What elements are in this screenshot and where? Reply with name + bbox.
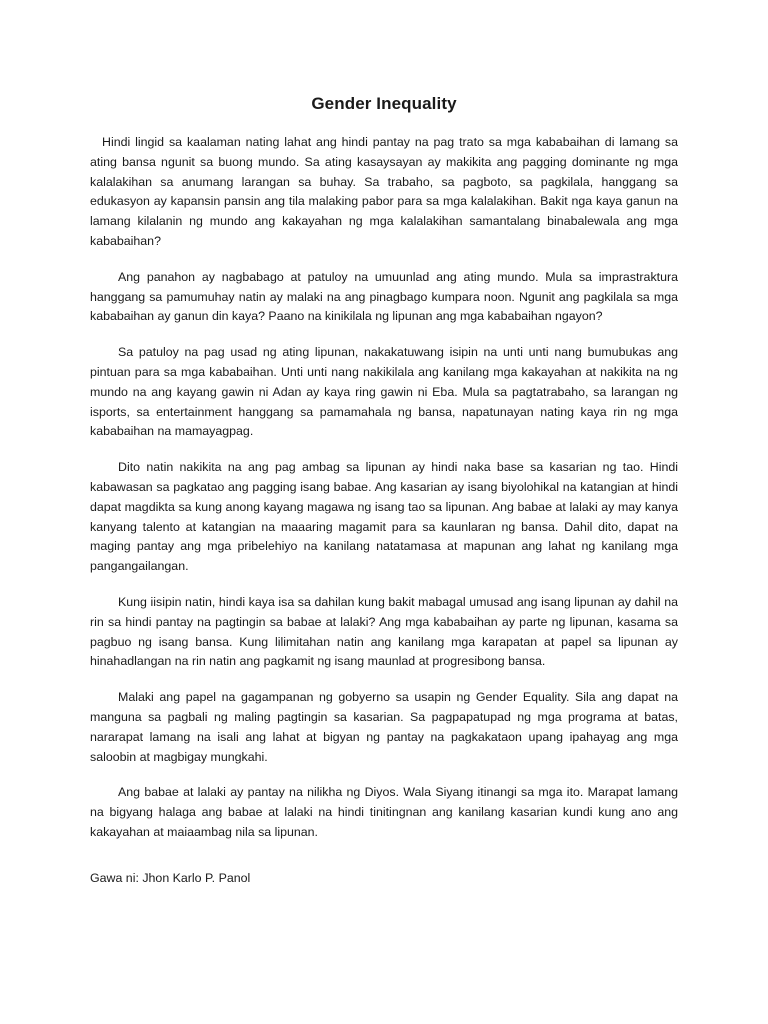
paragraph: Ang panahon ay nagbabago at patuloy na umuunlad ang ating mundo. Mula sa imprastraktura hanggang sa pamumuhay natin ay malaki na ang pinagbago kumpara noon. Ngunit ang pagkilala sa mga kababaihan ay ganun din kaya? Paano na kinikilala ng lipunan ang mga kababaihan ngayon? xyxy=(90,269,678,324)
paragraph: Malaki ang papel na gagampanan ng gobyerno sa usapin ng Gender Equality. Sila ang dapat na manguna sa pagbali ng maling pagtingin sa kasarian. Sa pagpapatupad ng mga programa at batas, nararapat lamang na isali ang lahat at bigyan ng pantay na pagkakataon upang ipahayag ang mga saloobin at magbigay mungkahi. xyxy=(90,690,678,764)
paragraph: Ang babae at lalaki ay pantay na nilikha ng Diyos. Wala Siyang itinangi sa mga ito. Marapat lamang na bigyang halaga ang babae at lalaki na hindi tinitingnan ang kanilang kasarian kundi kung ano ang kakayahan at maiaambag nila sa lipunan. xyxy=(90,785,678,839)
paragraph: Sa patuloy na pag usad ng ating lipunan, nakakatuwang isipin na unti unti nang bumubukas ang pintuan para sa mga kababaihan. Unti unti nang nakikilala ang kanilang mga kakayahan at nakikita na ng mundo na ang kayang gawin ni Adan ay kaya ring gawin ni Eba. Mula sa pagtatrabaho, sa larangan ng isports, sa entertainment hanggang sa pamamahala ng bansa, napatunayan nating kaya rin ng mga kababaihan na mamayagpag. xyxy=(90,345,678,439)
document-body xyxy=(90,133,678,905)
author-line: Gawa ni: Jhon Karlo P. Panol xyxy=(90,870,251,885)
document-title: Gender Inequality xyxy=(311,94,457,113)
paragraph: Hindi lingid sa kaalaman nating lahat ang hindi pantay na pag trato sa mga kababaihan di lamang sa ating bansa ngunit sa buong mundo. Sa ating kasaysayan ay makikita ang pagging dominante ng mga kalalakihan sa anumang larangan sa buhay. Sa trabaho, sa pagboto, sa pagkilala, hanggang sa edukasyon ay kapansin pansin ang tila malaking pabor para sa mga kalalakihan. Bakit nga kaya ganun na lamang kilalanin ng mundo ang kakayahan ng mga kalalakihan samantalang binabalewala ang mga kababaihan? xyxy=(90,135,678,248)
paragraph: Dito natin nakikita na ang pag ambag sa lipunan ay hindi naka base sa kasarian ng tao. Hindi kabawasan sa pagkatao ang pagging isang babae. Ang kasarian ay isang biyolohikal na katangian at hindi dapat magdikta sa kung anong kayang magawa ng isang tao sa lipunan. Ang babae at lalaki ay may kanya kanyang talento at katangian na maaaring magamit para sa kaunlaran ng bansa. Dahil dito, dapat na maging pantay ang mga pribelehiyo na kanilang natatamasa at mapunan ang lahat ng kanilang mga pangangailangan. xyxy=(90,460,678,574)
paragraph: Kung iisipin natin, hindi kaya isa sa dahilan kung bakit mabagal umusad ang isang lipunan ay dahil na rin sa hindi pantay na pagtingin sa babae at lalaki? Ang mga kababaihan ay parte ng lipunan, kasama sa pagbuo ng isang bansa. Kung lilimitahan natin ang kanilang mga karapatan at papel sa lipunan ay hinahadlangan na rin natin ang pagkamit ng isang maunlad at progresibong bansa. xyxy=(90,594,678,669)
